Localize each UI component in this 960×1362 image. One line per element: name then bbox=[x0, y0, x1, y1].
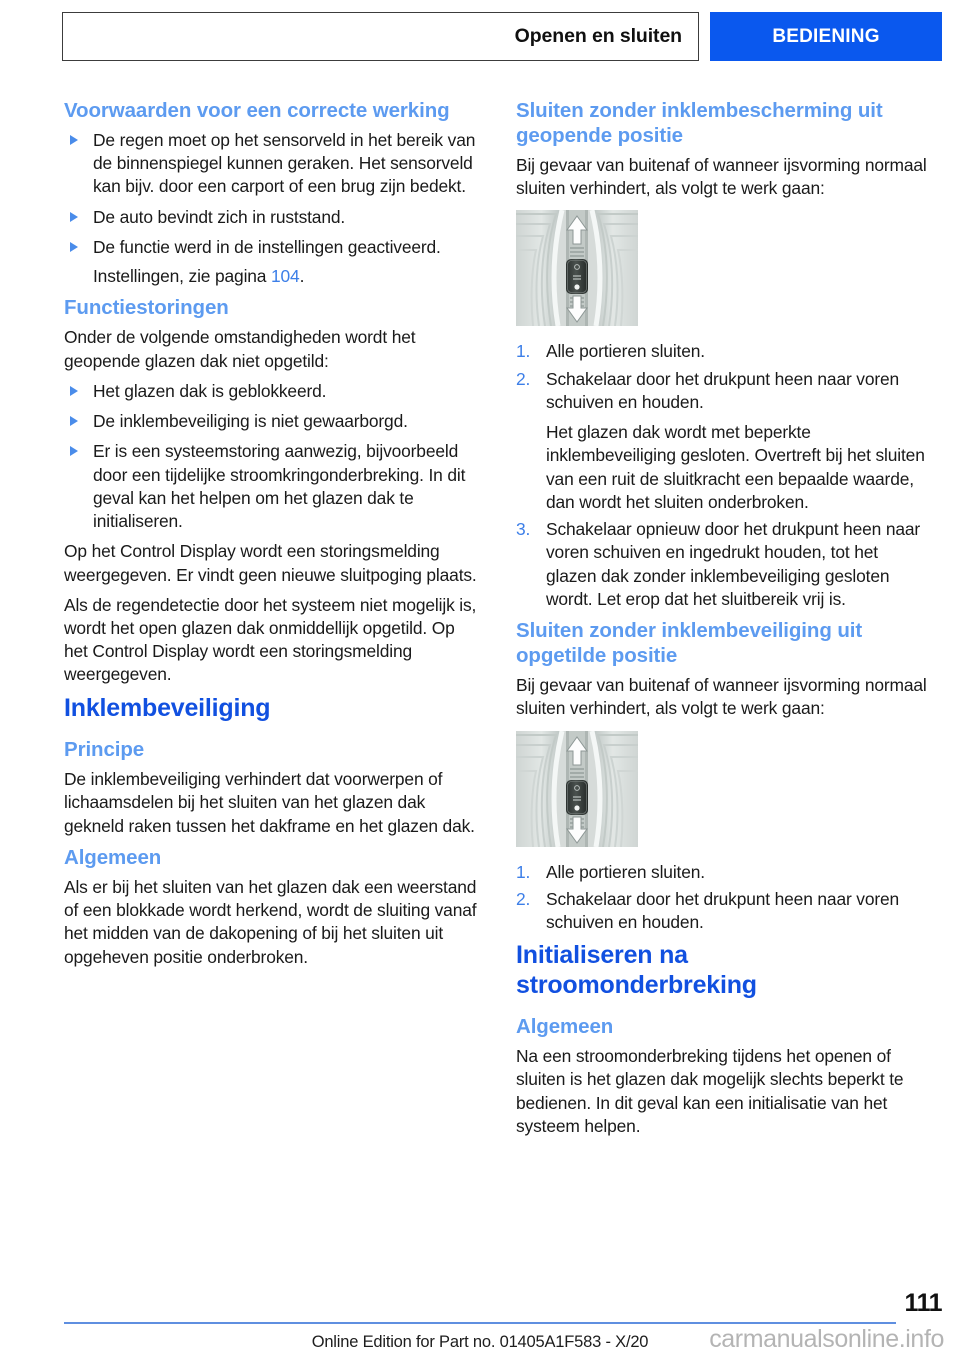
step-text: Alle portieren sluiten. bbox=[546, 861, 705, 882]
breadcrumb bbox=[62, 12, 699, 61]
paragraph-algemeen-left: Als er bij het sluiten van het glazen dak een weerstand of een blokkade wordt herkend, wordt de sluiting vanaf het midden van de dakopening of bij het sluiten uit opgeheven positie onderbroken. bbox=[64, 876, 477, 967]
list-item bbox=[64, 236, 478, 288]
list-item-text: De inklembeveiliging is niet gewaarborgd. bbox=[93, 411, 408, 432]
step-text: Schakelaar door het drukpunt heen naar voren schuiven en houden. bbox=[546, 368, 900, 412]
triangle-bullet-icon bbox=[70, 446, 78, 456]
right-column bbox=[516, 98, 930, 1145]
triangle-bullet-icon bbox=[70, 242, 78, 252]
page-content bbox=[64, 98, 930, 1145]
left-column bbox=[64, 98, 478, 1145]
step-text: Alle portieren sluiten. bbox=[546, 341, 705, 362]
heading-inklembeveiliging: Inklembeveiliging bbox=[64, 693, 271, 722]
list-item-text: Er is een systeemstoring aanwezig, bijvoorbeeld door een tijdelijke stroomkringonderbreking. In dit geval kan het helpen om het glazen dak te initialiseren. bbox=[93, 441, 466, 532]
step-number: 3. bbox=[516, 519, 531, 540]
cross-reference-suffix: . bbox=[299, 266, 305, 287]
step-number: 1. bbox=[516, 861, 531, 882]
list-item bbox=[64, 410, 478, 433]
bullet-list-voorwaarden bbox=[64, 129, 478, 288]
breadcrumb-label: Openen en sluiten bbox=[514, 25, 682, 47]
cross-reference-prefix: Instellingen, zie pagina bbox=[93, 266, 272, 287]
list-item bbox=[64, 129, 478, 199]
step-text: Schakelaar opnieuw door het drukpunt heen naar voren schuiven en ingedrukt houden, tot het glazen dak zonder inklembeveiliging gesloten wordt. Let erop dat het sluitbereik vrij is. bbox=[546, 519, 921, 609]
triangle-bullet-icon bbox=[70, 212, 78, 222]
step-number: 1. bbox=[516, 341, 531, 362]
page-header bbox=[62, 12, 942, 61]
paragraph-functiestoringen-intro: Onder de volgende omstandigheden wordt het geopende glazen dak niet opgetild: bbox=[64, 327, 416, 371]
bullet-list-functiestoringen bbox=[64, 380, 478, 533]
paragraph-algemeen-right: Na een stroomonderbreking tijdens het openen of sluiten is het glazen dak mogelijk slechts beperkt te bedienen. In dit geval kan een initialisatie van het systeem helpen. bbox=[516, 1046, 904, 1136]
list-item-text: De auto bevindt zich in ruststand. bbox=[93, 206, 346, 227]
list-item bbox=[516, 368, 930, 514]
triangle-bullet-icon bbox=[70, 135, 78, 145]
step-number: 2. bbox=[516, 368, 531, 389]
list-item bbox=[516, 888, 930, 934]
heading-algemeen-left: Algemeen bbox=[64, 845, 162, 869]
heading-initialiseren: Initialiseren na stroomonderbreking bbox=[516, 941, 757, 999]
step-text: Schakelaar door het drukpunt heen naar voren schuiven en houden. bbox=[546, 888, 900, 932]
cross-reference-note bbox=[93, 265, 478, 288]
footer-edition-line: Online Edition for Part no. 01405A1F583 - X/20 bbox=[311, 1333, 649, 1351]
heading-functiestoringen: Functiestoringen bbox=[64, 296, 229, 320]
triangle-bullet-icon bbox=[70, 416, 78, 426]
heading-voorwaarden: Voorwaarden voor een correcte werking bbox=[64, 99, 450, 122]
heading-sluiten-geopende-positie: Sluiten zonder inklembescherming uit geopende positie bbox=[516, 99, 883, 147]
paragraph-sluiten-geopende-intro: Bij gevaar van buitenaf of wanneer ijsvorming normaal sluiten verhindert, als volgt te werk gaan: bbox=[516, 155, 927, 199]
heading-algemeen-right: Algemeen bbox=[516, 1015, 614, 1039]
list-item-text: De functie werd in de instellingen geactiveerd. bbox=[93, 236, 441, 257]
list-item bbox=[64, 380, 478, 403]
list-item bbox=[64, 440, 478, 533]
triangle-bullet-icon bbox=[70, 386, 78, 396]
page-link-104[interactable]: 104 bbox=[271, 266, 300, 287]
page-number: 111 bbox=[904, 1289, 942, 1317]
list-item bbox=[64, 206, 478, 229]
list-item bbox=[516, 340, 930, 363]
step-number: 2. bbox=[516, 888, 531, 909]
step-list-opgetilde-positie bbox=[516, 861, 930, 935]
roof-switch-illustration-1 bbox=[516, 210, 638, 326]
roof-switch-illustration-2 bbox=[516, 731, 638, 847]
list-item-text: De regen moet op het sensorveld in het bereik van de binnenspiegel kunnen geraken. Het sensorveld kan bijv. door een carport of een brug zijn bedekt. bbox=[93, 130, 476, 197]
list-item bbox=[516, 861, 930, 884]
step-note: Het glazen dak wordt met beperkte inklembeveiliging gesloten. Overtreft bij het sluiten van een ruit de sluitkracht een bepaalde waarde, dan wordt het sluiten onderbroken. bbox=[546, 422, 925, 512]
heading-sluiten-opgetilde-positie: Sluiten zonder inklembeveiliging uit opgetilde positie bbox=[516, 619, 863, 668]
chapter-label: BEDIENING bbox=[772, 25, 880, 47]
footer-divider bbox=[64, 1322, 896, 1324]
heading-principe: Principe bbox=[64, 738, 145, 762]
watermark: carmanualsonline.info bbox=[709, 1325, 944, 1353]
paragraph-regendetectie: Als de regendetectie door het systeem niet mogelijk is, wordt het open glazen dak onmiddellijk opgetild. Op het Control Display wordt een storingsmelding weergegeven. bbox=[64, 594, 477, 685]
list-item-text: Het glazen dak is geblokkeerd. bbox=[93, 380, 327, 401]
paragraph-sluiten-opgetilde-intro: Bij gevaar van buitenaf of wanneer ijsvorming normaal sluiten verhindert, als volgt te werk gaan: bbox=[516, 675, 927, 719]
paragraph-storingsmelding: Op het Control Display wordt een storingsmelding weergegeven. Er vindt geen nieuwe sluitpoging plaats. bbox=[64, 541, 477, 585]
paragraph-principe: De inklembeveiliging verhindert dat voorwerpen of lichaamsdelen bij het sluiten van het glazen dak gekneld raken tussen het dakframe en het glazen dak. bbox=[64, 769, 475, 836]
chapter-tab bbox=[710, 12, 942, 61]
step-list-geopende-positie bbox=[516, 340, 930, 611]
list-item bbox=[516, 518, 930, 611]
